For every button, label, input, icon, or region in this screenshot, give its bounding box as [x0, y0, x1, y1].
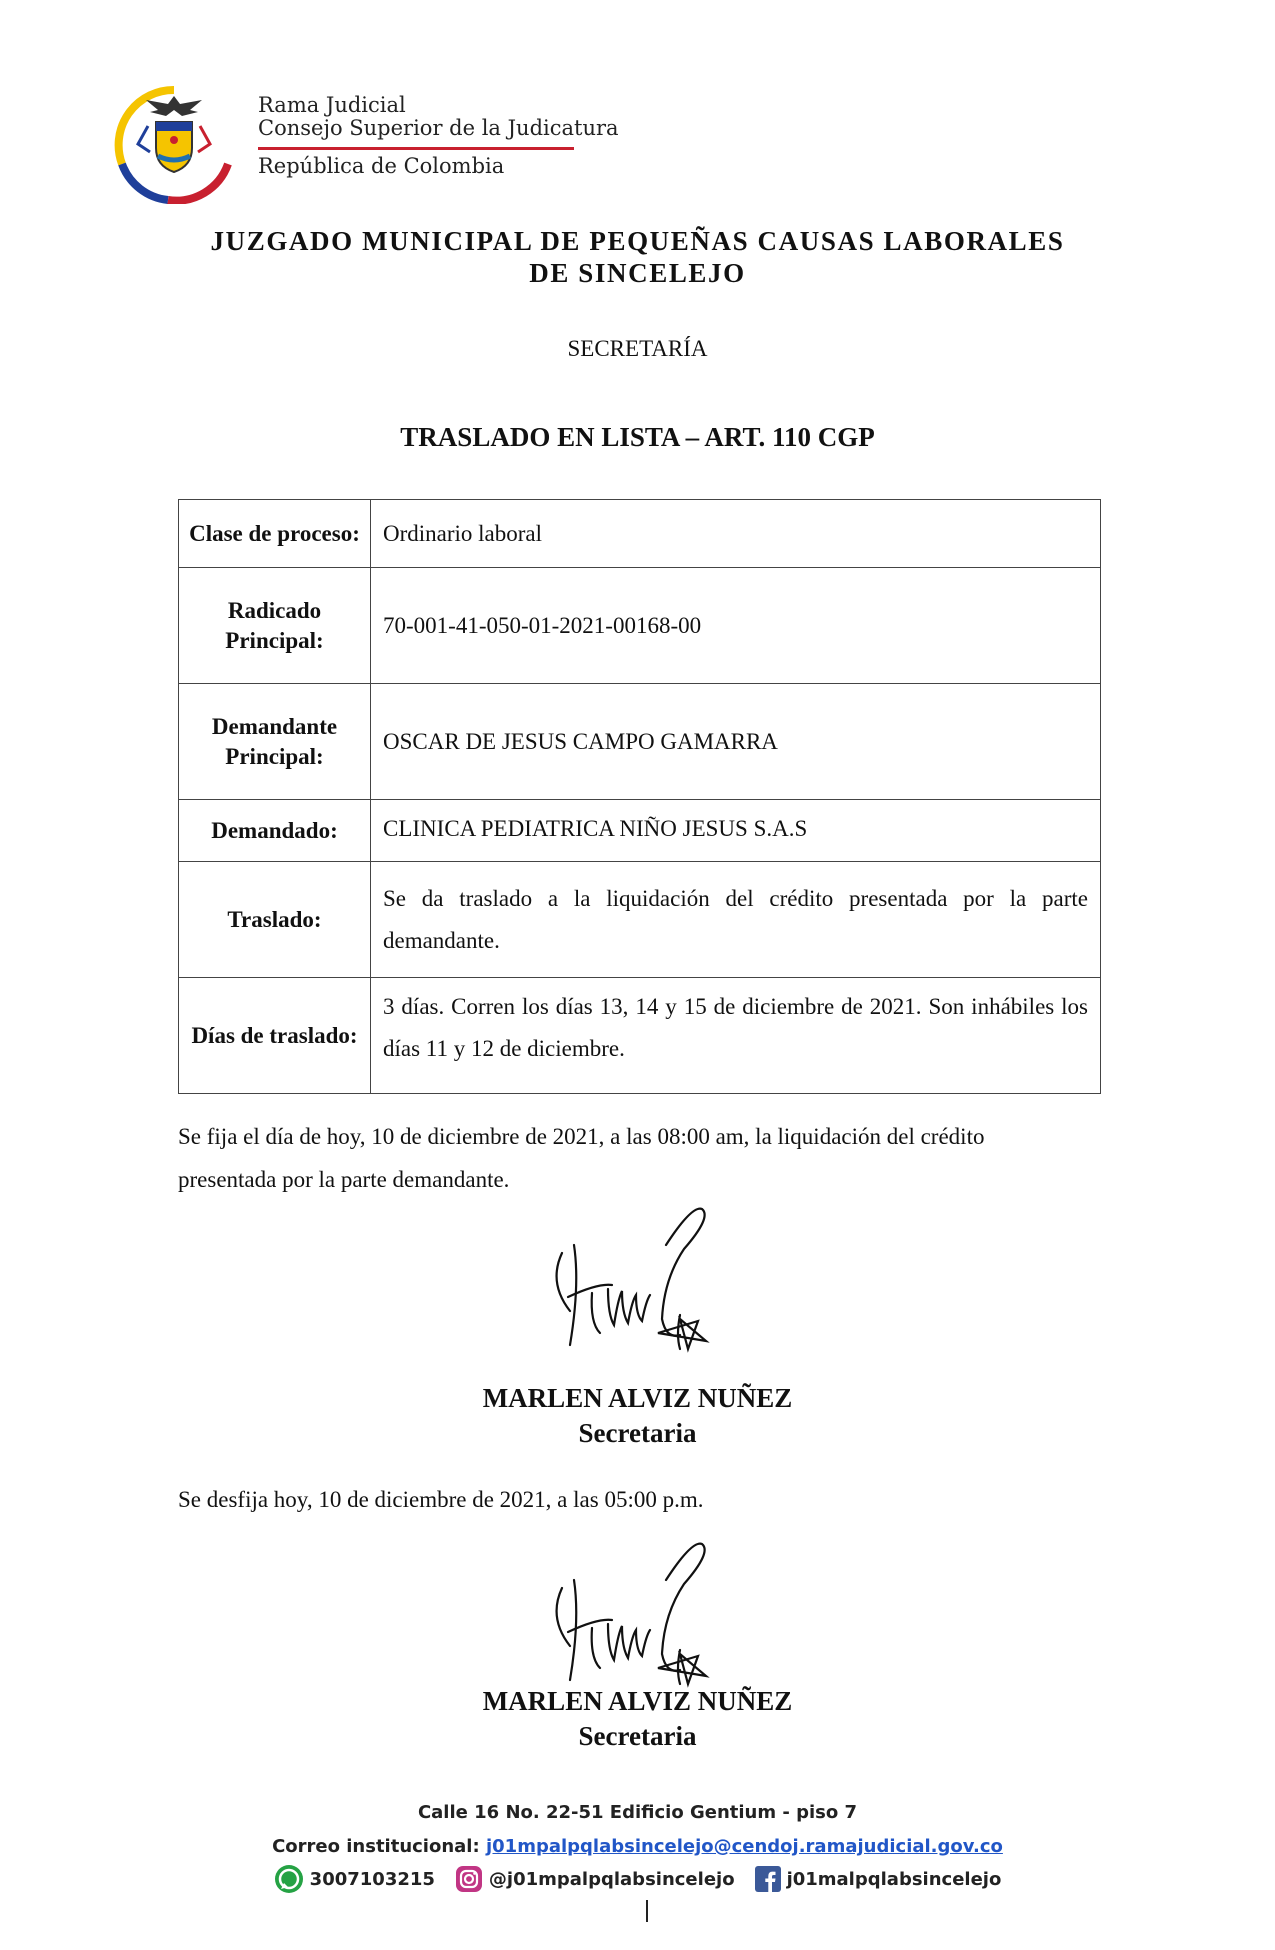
footer-email-label: Correo institucional:	[272, 1836, 480, 1857]
signer-2-name: MARLEN ALVIZ NUÑEZ	[482, 1686, 793, 1716]
handwritten-signature	[548, 1540, 738, 1690]
whatsapp-contact[interactable]	[274, 1864, 435, 1894]
table-row	[179, 568, 1101, 684]
fija-paragraph: Se fija el día de hoy, 10 de diciembre de 2021, a las 08:00 am, la liquidación del crédito presentada por la parte demandante.	[178, 1124, 985, 1192]
desfija-paragraph: Se desfija hoy, 10 de diciembre de 2021, a las 05:00 p.m.	[178, 1487, 704, 1512]
whatsapp-icon	[274, 1864, 304, 1894]
row-label-dias: Días de traslado:	[179, 978, 371, 1094]
row-label-clase: Clase de proceso:	[179, 500, 371, 568]
row-label-radicado: Radicado Principal:	[179, 568, 371, 684]
table-row	[179, 862, 1101, 978]
row-label-demandante: Demandante Principal:	[179, 684, 371, 800]
facebook-handle: j01malpqlabsincelejo	[786, 1868, 1002, 1890]
row-value-demandante: OSCAR DE JESUS CAMPO GAMARRA	[371, 684, 1101, 800]
table-row	[179, 684, 1101, 800]
document-title: TRASLADO EN LISTA – ART. 110 CGP	[400, 422, 875, 452]
footer-email-row	[0, 1836, 1275, 1857]
row-value-traslado: Se da traslado a la liquidación del crédito presentada por la parte demandante.	[371, 862, 1101, 978]
row-value-demandado: CLINICA PEDIATRICA NIÑO JESUS S.A.S	[371, 800, 1101, 862]
office-label: SECRETARÍA	[567, 336, 708, 361]
org-line-1: Rama Judicial	[258, 93, 406, 117]
footer-email-link[interactable]: j01mpalpqlabsincelejo@cendoj.ramajudicial.gov.co	[485, 1836, 1003, 1857]
row-value-radicado: 70-001-41-050-01-2021-00168-00	[371, 568, 1101, 684]
signer-2-role: Secretaria	[578, 1721, 697, 1751]
handwritten-signature	[548, 1205, 738, 1355]
row-value-dias: 3 días. Corren los días 13, 14 y 15 de diciembre de 2021. Son inhábiles los días 11 y 12 de diciembre.	[371, 978, 1101, 1094]
instagram-handle: @j01mpalpqlabsincelejo	[488, 1868, 735, 1890]
row-value-clase: Ordinario laboral	[371, 500, 1101, 568]
brand-divider	[258, 147, 574, 150]
rama-judicial-logo	[108, 82, 240, 204]
court-name-line-1: JUZGADO MUNICIPAL DE PEQUEÑAS CAUSAS LABORALES	[210, 226, 1065, 256]
row-label-demandado: Demandado:	[179, 800, 371, 862]
case-info-table	[178, 499, 1101, 1094]
org-line-2: Consejo Superior de la Judicatura	[258, 116, 619, 140]
facebook-icon	[755, 1866, 781, 1892]
footer-address: Calle 16 No. 22-51 Edificio Gentium - piso 7	[417, 1802, 858, 1823]
signer-1-name: MARLEN ALVIZ NUÑEZ	[482, 1383, 793, 1413]
footer-divider	[646, 1900, 648, 1922]
footer-social-row	[0, 1864, 1275, 1894]
table-row	[179, 500, 1101, 568]
facebook-contact[interactable]	[755, 1866, 1002, 1892]
instagram-contact[interactable]	[455, 1865, 735, 1893]
row-label-traslado: Traslado:	[179, 862, 371, 978]
table-row	[179, 978, 1101, 1094]
court-name-line-2: DE SINCELEJO	[529, 258, 746, 288]
whatsapp-number: 3007103215	[309, 1868, 435, 1890]
org-line-3: República de Colombia	[258, 154, 505, 178]
signer-1-role: Secretaria	[578, 1418, 697, 1448]
instagram-icon	[455, 1865, 483, 1893]
table-row	[179, 800, 1101, 862]
